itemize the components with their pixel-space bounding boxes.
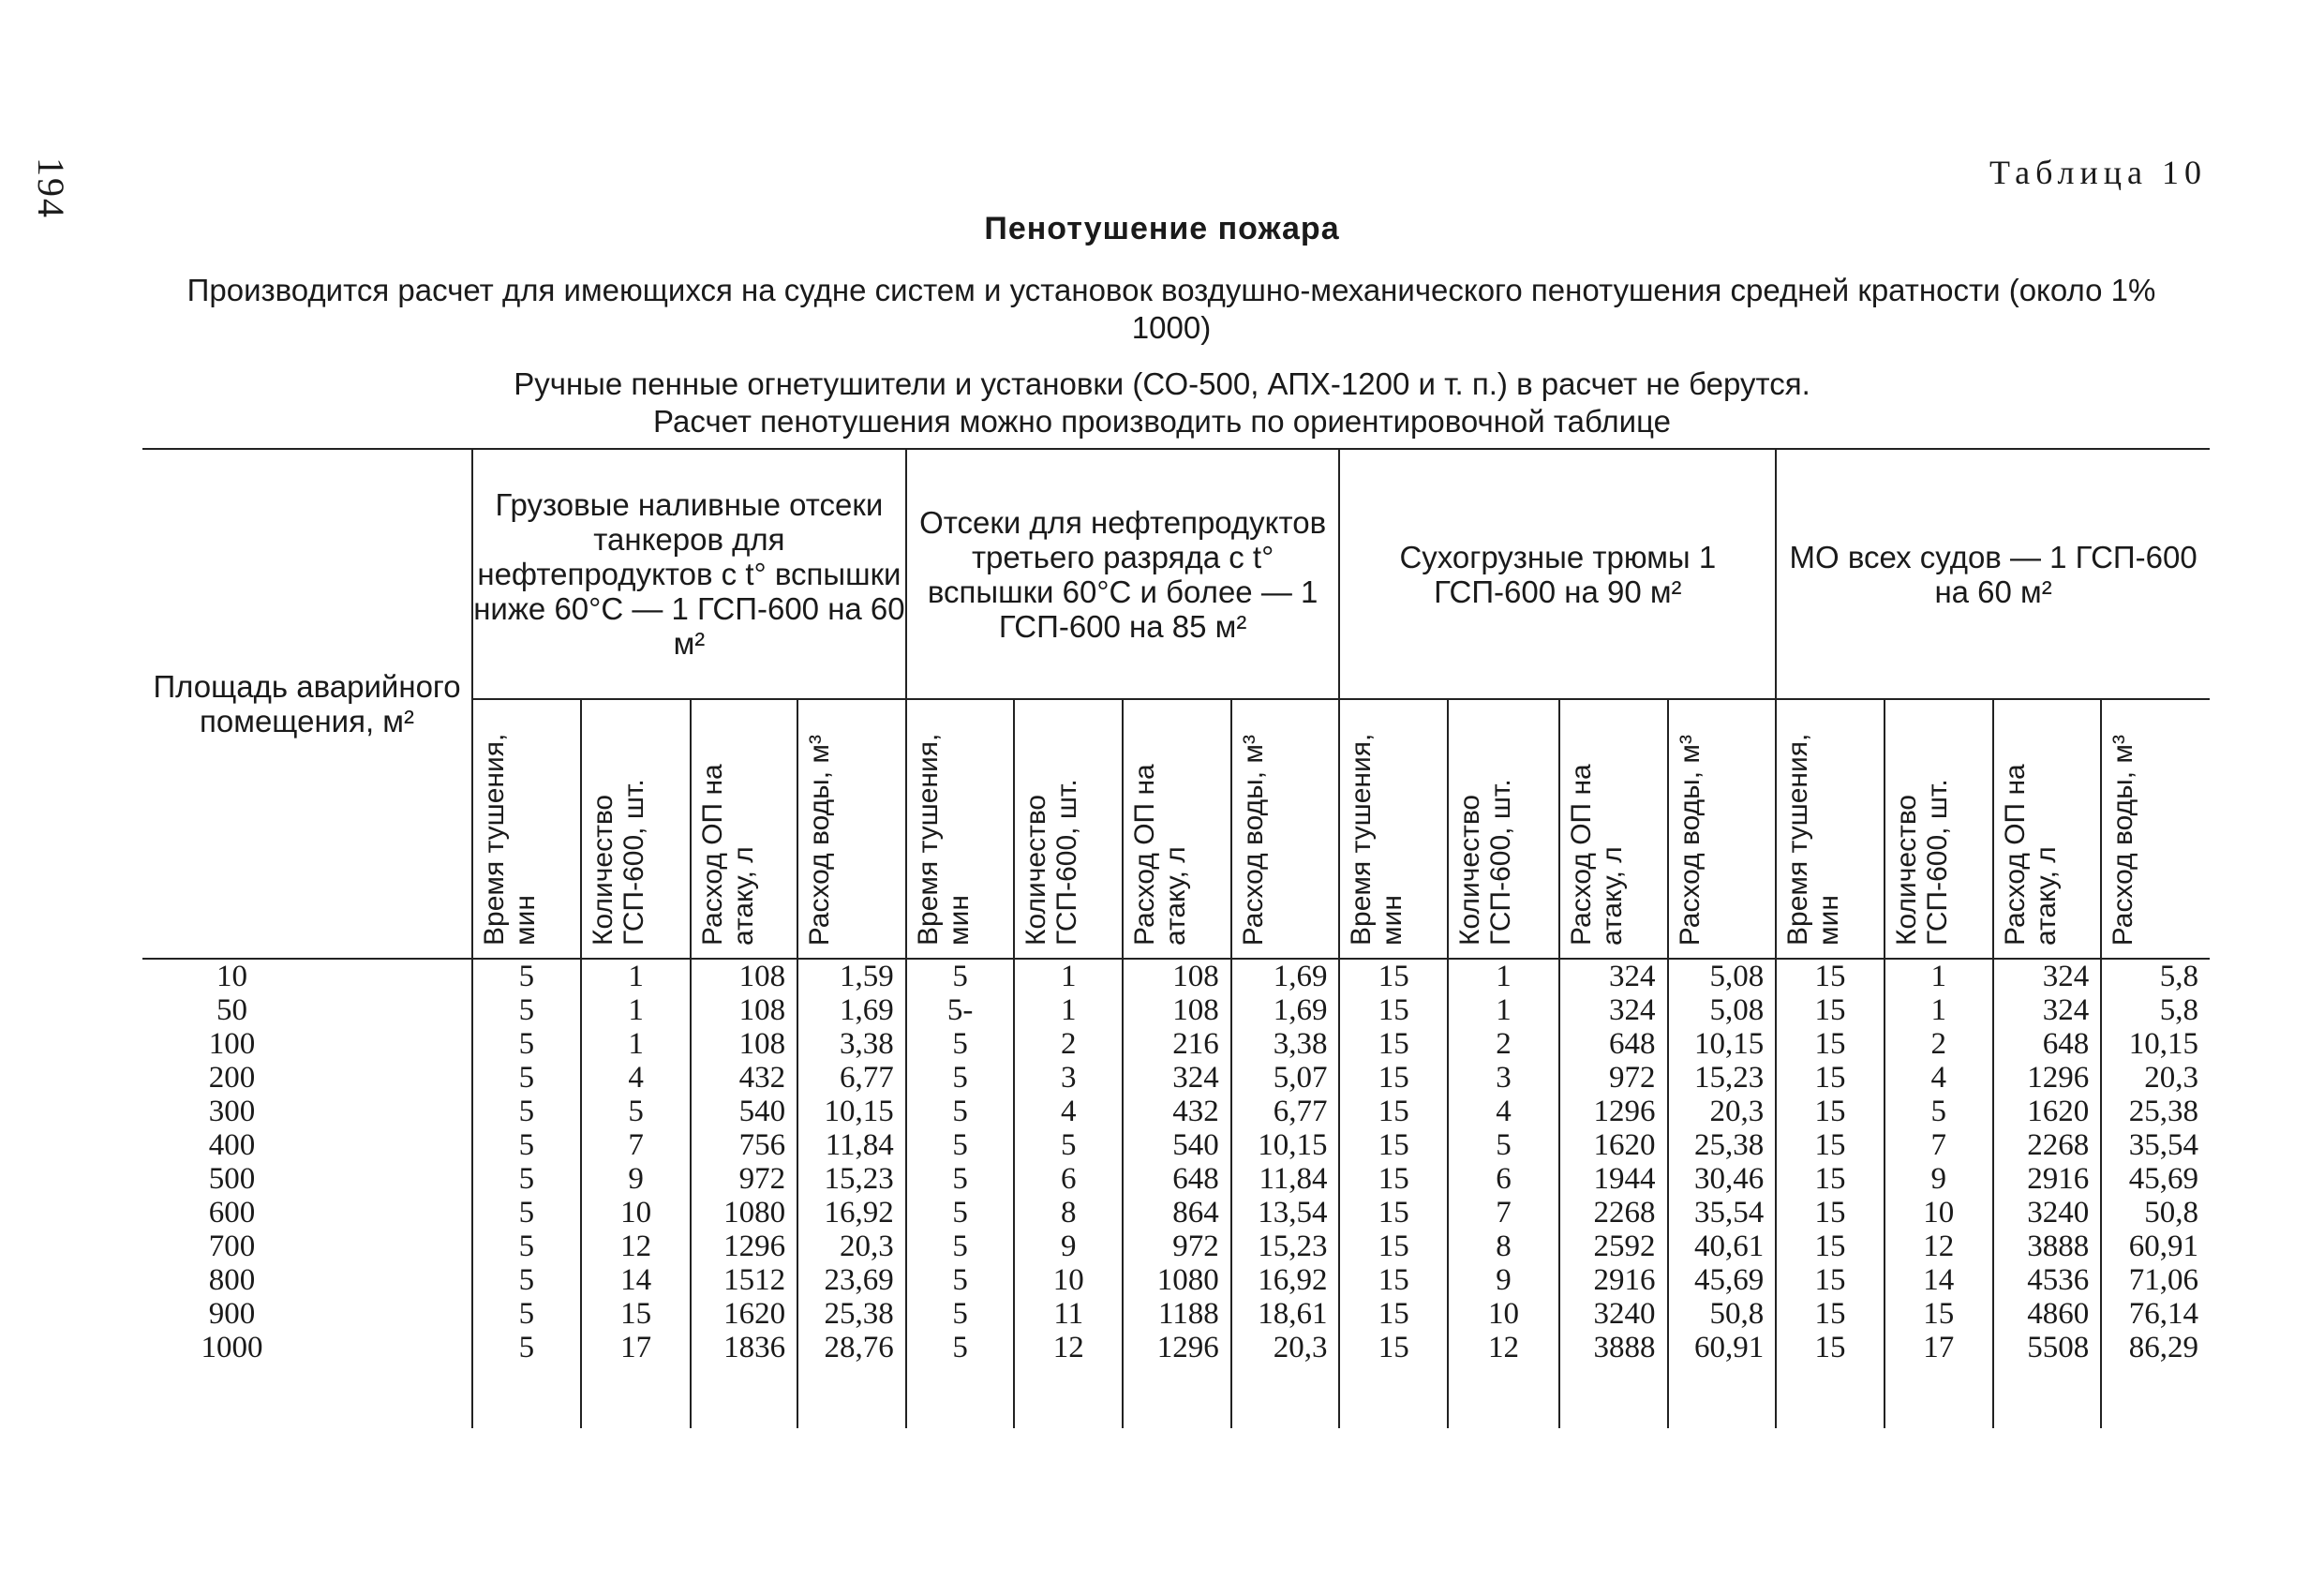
sub-header-time: Время тушения, мин	[472, 699, 581, 959]
cell-water: 30,46	[1668, 1162, 1777, 1196]
cell-count: 1	[1014, 993, 1123, 1027]
cell-water: 5,8	[2101, 993, 2210, 1027]
table-label: Таблица 10	[1989, 154, 2207, 191]
filler-cell	[1231, 1364, 1340, 1428]
cell-water: 3,38	[1231, 1027, 1340, 1061]
note-line-1: Ручные пенные огнетушители и установки (СО-500, АПХ-1200 и т. п.) в расчет не берутся.	[514, 366, 1810, 401]
cell-time: 5	[906, 1263, 1015, 1297]
cell-count: 7	[1448, 1196, 1559, 1230]
cell-time: 15	[1776, 1095, 1885, 1128]
cell-foam: 324	[1559, 993, 1668, 1027]
cell-time: 5	[472, 1027, 581, 1061]
cell-water: 18,61	[1231, 1297, 1340, 1331]
cell-water: 15,23	[1668, 1061, 1777, 1095]
cell-count: 12	[581, 1230, 692, 1263]
cell-area: 700	[208, 1230, 256, 1263]
cell-foam: 3888	[1559, 1331, 1668, 1364]
cell-foam: 108	[691, 1027, 797, 1061]
table-row	[142, 1027, 2210, 1061]
cell-foam: 1296	[1123, 1331, 1231, 1364]
cell-water: 5,08	[1668, 959, 1777, 993]
cell-water: 1,69	[1231, 993, 1340, 1027]
cell-foam: 3888	[1993, 1230, 2102, 1263]
cell-foam: 2592	[1559, 1230, 1668, 1263]
cell-water: 25,38	[2101, 1095, 2210, 1128]
cell-water: 20,3	[1231, 1331, 1340, 1364]
cell-water: 25,38	[1668, 1128, 1777, 1162]
cell-time: 15	[1776, 1297, 1885, 1331]
cell-time: 5	[472, 1162, 581, 1196]
cell-water: 71,06	[2101, 1263, 2210, 1297]
cell-foam: 216	[1123, 1027, 1231, 1061]
cell-time: 5	[906, 959, 1015, 993]
cell-area: 10	[216, 960, 248, 993]
cell-count: 1	[1885, 959, 1993, 993]
cell-time: 15	[1776, 1162, 1885, 1196]
cell-count: 1	[1885, 993, 1993, 1027]
cell-count: 15	[1885, 1297, 1993, 1331]
sub-header-water: Расход воды, м³	[797, 699, 906, 959]
cell-count: 12	[1448, 1331, 1559, 1364]
cell-foam: 1512	[691, 1263, 797, 1297]
filler-cell	[142, 1364, 472, 1428]
cell-foam: 5508	[1993, 1331, 2102, 1364]
cell-foam: 756	[691, 1128, 797, 1162]
cell-count: 12	[1014, 1331, 1123, 1364]
cell-count: 5	[1448, 1128, 1559, 1162]
cell-water: 50,8	[2101, 1196, 2210, 1230]
cell-time: 15	[1339, 1162, 1448, 1196]
cell-foam: 324	[1559, 959, 1668, 993]
cell-time: 5	[472, 959, 581, 993]
cell-foam: 648	[1123, 1162, 1231, 1196]
cell-water: 86,29	[2101, 1331, 2210, 1364]
sub-header-time: Время тушения, мин	[1776, 699, 1885, 959]
cell-foam: 648	[1993, 1027, 2102, 1061]
cell-foam: 108	[691, 993, 797, 1027]
cell-foam: 1836	[691, 1331, 797, 1364]
cell-water: 15,23	[797, 1162, 906, 1196]
cell-time: 15	[1339, 1230, 1448, 1263]
cell-time: 15	[1339, 1095, 1448, 1128]
cell-water: 1,59	[797, 959, 906, 993]
cell-foam: 1188	[1123, 1297, 1231, 1331]
group-header-row	[142, 449, 2210, 699]
cell-area: 900	[208, 1297, 256, 1331]
intro-paragraph: Производится расчет для имеющихся на судне систем и установок воздушно-механического пенотушения средней кратности (около 1% 1000)	[186, 273, 2156, 345]
cell-count: 7	[581, 1128, 692, 1162]
table-row	[142, 959, 2210, 993]
cell-foam: 540	[1123, 1128, 1231, 1162]
cell-count: 1	[581, 993, 692, 1027]
table-row	[142, 1331, 2210, 1364]
cell-foam: 648	[1559, 1027, 1668, 1061]
cell-count: 8	[1014, 1196, 1123, 1230]
cell-time: 15	[1339, 1027, 1448, 1061]
cell-water: 5,8	[2101, 959, 2210, 993]
cell-time: 15	[1776, 1331, 1885, 1364]
cell-time: 15	[1776, 1263, 1885, 1297]
filler-cell	[1339, 1364, 1448, 1428]
cell-count: 4	[1448, 1095, 1559, 1128]
table-row	[142, 993, 2210, 1027]
cell-water: 6,77	[1231, 1095, 1340, 1128]
filler-cell	[1885, 1364, 1993, 1428]
cell-count: 1	[581, 959, 692, 993]
foam-extinguishing-table	[142, 448, 2210, 1428]
cell-count: 4	[581, 1061, 692, 1095]
cell-foam: 324	[1123, 1061, 1231, 1095]
cell-count: 8	[1448, 1230, 1559, 1263]
sub-header-count: Количество ГСП-600, шт.	[1014, 699, 1123, 959]
cell-area: 50	[216, 993, 248, 1027]
note-paragraph	[281, 365, 2043, 440]
cell-water: 3,38	[797, 1027, 906, 1061]
cell-time: 15	[1776, 1196, 1885, 1230]
cell-time: 15	[1776, 993, 1885, 1027]
cell-water: 5,08	[1668, 993, 1777, 1027]
cell-time: 5	[472, 1263, 581, 1297]
cell-foam: 108	[1123, 993, 1231, 1027]
table-row	[142, 1162, 2210, 1196]
cell-foam: 1620	[1993, 1095, 2102, 1128]
cell-time: 5	[906, 1061, 1015, 1095]
cell-count: 17	[1885, 1331, 1993, 1364]
cell-foam: 432	[691, 1061, 797, 1095]
group-header-tankers: Грузовые наливные отсеки танкеров для нефтепродуктов с t° вспышки ниже 60°С — 1 ГСП-600 на 60 м²	[472, 449, 906, 699]
cell-water: 15,23	[1231, 1230, 1340, 1263]
cell-foam: 1080	[691, 1196, 797, 1230]
cell-water: 10,15	[2101, 1027, 2210, 1061]
cell-count: 4	[1014, 1095, 1123, 1128]
cell-count: 5	[581, 1095, 692, 1128]
sub-header-time: Время тушения, мин	[1339, 699, 1448, 959]
cell-water: 60,91	[2101, 1230, 2210, 1263]
cell-time: 5	[906, 1297, 1015, 1331]
cell-water: 20,3	[2101, 1061, 2210, 1095]
cell-water: 5,07	[1231, 1061, 1340, 1095]
filler-cell	[581, 1364, 692, 1428]
group-header-oil-compartments: Отсеки для нефтепродуктов третьего разряда с t° вспышки 60°С и более — 1 ГСП-600 на 85 м²	[906, 449, 1340, 699]
note-line-2: Расчет пенотушения можно производить по ориентировочной таблице	[653, 404, 1671, 439]
sub-header-water: Расход воды, м³	[1231, 699, 1340, 959]
cell-water: 20,3	[1668, 1095, 1777, 1128]
sub-header-foam: Расход ОП на атаку, л	[691, 699, 797, 959]
cell-count: 10	[1885, 1196, 1993, 1230]
cell-foam: 972	[1123, 1230, 1231, 1263]
cell-time: 15	[1776, 1061, 1885, 1095]
cell-time: 5	[906, 1095, 1015, 1128]
table-row	[142, 1263, 2210, 1297]
table-row	[142, 1095, 2210, 1128]
cell-foam: 1296	[1559, 1095, 1668, 1128]
table-filler-row	[142, 1364, 2210, 1428]
cell-foam: 324	[1993, 959, 2102, 993]
filler-cell	[691, 1364, 797, 1428]
cell-foam: 1296	[1993, 1061, 2102, 1095]
area-header: Площадь аварийного помещения, м²	[142, 449, 472, 959]
cell-count: 9	[1448, 1263, 1559, 1297]
filler-cell	[1776, 1364, 1885, 1428]
cell-time: 15	[1339, 1263, 1448, 1297]
cell-foam: 324	[1993, 993, 2102, 1027]
cell-count: 5	[1885, 1095, 1993, 1128]
filler-cell	[797, 1364, 906, 1428]
cell-time: 15	[1339, 959, 1448, 993]
cell-water: 50,8	[1668, 1297, 1777, 1331]
cell-water: 23,69	[797, 1263, 906, 1297]
cell-count: 7	[1885, 1128, 1993, 1162]
table-body	[142, 959, 2210, 1428]
cell-water: 40,61	[1668, 1230, 1777, 1263]
cell-water: 35,54	[2101, 1128, 2210, 1162]
cell-area: 600	[208, 1196, 256, 1230]
cell-time: 5	[906, 1162, 1015, 1196]
table-row	[142, 1196, 2210, 1230]
cell-time: 5	[472, 1061, 581, 1095]
cell-area: 800	[208, 1263, 256, 1297]
cell-count: 4	[1885, 1061, 1993, 1095]
cell-time: 15	[1339, 1331, 1448, 1364]
group-header-dry-cargo-holds: Сухогрузные трюмы 1 ГСП-600 на 90 м²	[1339, 449, 1776, 699]
sub-header-water: Расход воды, м³	[2101, 699, 2210, 959]
cell-foam: 1944	[1559, 1162, 1668, 1196]
sub-header-count: Количество ГСП-600, шт.	[1885, 699, 1993, 959]
cell-count: 14	[1885, 1263, 1993, 1297]
cell-time: 15	[1776, 959, 1885, 993]
cell-foam: 2268	[1993, 1128, 2102, 1162]
cell-foam: 3240	[1993, 1196, 2102, 1230]
sub-header-foam: Расход ОП на атаку, л	[1123, 699, 1231, 959]
page-title: Пенотушение пожара	[984, 211, 1340, 246]
cell-water: 10,15	[1231, 1128, 1340, 1162]
cell-water: 10,15	[1668, 1027, 1777, 1061]
cell-count: 14	[581, 1263, 692, 1297]
cell-foam: 108	[691, 959, 797, 993]
cell-water: 45,69	[1668, 1263, 1777, 1297]
cell-time: 5	[472, 1095, 581, 1128]
filler-cell	[1448, 1364, 1559, 1428]
cell-foam: 3240	[1559, 1297, 1668, 1331]
cell-count: 10	[1014, 1263, 1123, 1297]
cell-time: 15	[1339, 1196, 1448, 1230]
cell-time: 15	[1339, 993, 1448, 1027]
cell-area: 1000	[201, 1331, 263, 1364]
cell-foam: 1620	[1559, 1128, 1668, 1162]
cell-time: 5	[906, 1230, 1015, 1263]
cell-time: 5	[472, 1196, 581, 1230]
cell-foam: 972	[1559, 1061, 1668, 1095]
cell-count: 1	[581, 1027, 692, 1061]
cell-count: 9	[1885, 1162, 1993, 1196]
cell-time: 15	[1776, 1128, 1885, 1162]
cell-time: 5	[906, 1196, 1015, 1230]
cell-foam: 972	[691, 1162, 797, 1196]
cell-count: 2	[1885, 1027, 1993, 1061]
filler-cell	[472, 1364, 581, 1428]
cell-count: 3	[1448, 1061, 1559, 1095]
cell-water: 25,38	[797, 1297, 906, 1331]
cell-water: 1,69	[1231, 959, 1340, 993]
cell-water: 20,3	[797, 1230, 906, 1263]
cell-time: 5-	[906, 993, 1015, 1027]
sub-header-water: Расход воды, м³	[1668, 699, 1777, 959]
cell-time: 15	[1776, 1230, 1885, 1263]
cell-time: 5	[472, 1331, 581, 1364]
cell-area: 100	[208, 1027, 256, 1061]
sub-header-foam: Расход ОП на атаку, л	[1993, 699, 2102, 959]
cell-water: 60,91	[1668, 1331, 1777, 1364]
cell-foam: 2916	[1993, 1162, 2102, 1196]
cell-water: 35,54	[1668, 1196, 1777, 1230]
cell-count: 5	[1014, 1128, 1123, 1162]
table-row	[142, 1230, 2210, 1263]
cell-foam: 108	[1123, 959, 1231, 993]
cell-count: 1	[1014, 959, 1123, 993]
sub-header-time: Время тушения, мин	[906, 699, 1015, 959]
cell-time: 5	[906, 1128, 1015, 1162]
cell-water: 6,77	[797, 1061, 906, 1095]
cell-area: 400	[208, 1128, 256, 1162]
cell-water: 45,69	[2101, 1162, 2210, 1196]
cell-count: 3	[1014, 1061, 1123, 1095]
sub-header-count: Количество ГСП-600, шт.	[581, 699, 692, 959]
cell-area: 300	[208, 1095, 256, 1128]
page-number: 194	[30, 157, 72, 219]
cell-time: 15	[1339, 1297, 1448, 1331]
cell-foam: 4536	[1993, 1263, 2102, 1297]
filler-cell	[2101, 1364, 2210, 1428]
cell-count: 6	[1448, 1162, 1559, 1196]
filler-cell	[1668, 1364, 1777, 1428]
cell-foam: 4860	[1993, 1297, 2102, 1331]
cell-foam: 1080	[1123, 1263, 1231, 1297]
sub-header-foam: Расход ОП на атаку, л	[1559, 699, 1668, 959]
cell-area: 200	[208, 1061, 256, 1095]
cell-foam: 2268	[1559, 1196, 1668, 1230]
cell-water: 76,14	[2101, 1297, 2210, 1331]
cell-foam: 540	[691, 1095, 797, 1128]
cell-foam: 2916	[1559, 1263, 1668, 1297]
cell-time: 15	[1776, 1027, 1885, 1061]
filler-cell	[1993, 1364, 2102, 1428]
cell-time: 5	[906, 1027, 1015, 1061]
sub-header-count: Количество ГСП-600, шт.	[1448, 699, 1559, 959]
cell-foam: 1296	[691, 1230, 797, 1263]
cell-time: 5	[472, 1297, 581, 1331]
cell-count: 2	[1014, 1027, 1123, 1061]
cell-time: 5	[472, 1128, 581, 1162]
cell-water: 1,69	[797, 993, 906, 1027]
cell-count: 2	[1448, 1027, 1559, 1061]
cell-water: 16,92	[797, 1196, 906, 1230]
cell-water: 28,76	[797, 1331, 906, 1364]
group-header-engine-rooms: МО всех судов — 1 ГСП-600 на 60 м²	[1776, 449, 2210, 699]
cell-count: 17	[581, 1331, 692, 1364]
cell-count: 12	[1885, 1230, 1993, 1263]
cell-water: 11,84	[797, 1128, 906, 1162]
table-row	[142, 1061, 2210, 1095]
cell-time: 5	[906, 1331, 1015, 1364]
cell-time: 15	[1339, 1128, 1448, 1162]
filler-cell	[1559, 1364, 1668, 1428]
cell-count: 10	[1448, 1297, 1559, 1331]
cell-time: 5	[472, 993, 581, 1027]
cell-count: 10	[581, 1196, 692, 1230]
cell-time: 5	[472, 1230, 581, 1263]
table-row	[142, 1297, 2210, 1331]
filler-cell	[906, 1364, 1015, 1428]
table-row	[142, 1128, 2210, 1162]
cell-foam: 432	[1123, 1095, 1231, 1128]
cell-count: 1	[1448, 959, 1559, 993]
cell-count: 9	[1014, 1230, 1123, 1263]
cell-foam: 1620	[691, 1297, 797, 1331]
cell-count: 11	[1014, 1297, 1123, 1331]
cell-water: 10,15	[797, 1095, 906, 1128]
cell-water: 13,54	[1231, 1196, 1340, 1230]
cell-water: 11,84	[1231, 1162, 1340, 1196]
cell-water: 16,92	[1231, 1263, 1340, 1297]
cell-count: 9	[581, 1162, 692, 1196]
filler-cell	[1123, 1364, 1231, 1428]
cell-count: 15	[581, 1297, 692, 1331]
cell-foam: 864	[1123, 1196, 1231, 1230]
filler-cell	[1014, 1364, 1123, 1428]
cell-area: 500	[208, 1162, 256, 1196]
cell-count: 6	[1014, 1162, 1123, 1196]
cell-count: 1	[1448, 993, 1559, 1027]
cell-time: 15	[1339, 1061, 1448, 1095]
